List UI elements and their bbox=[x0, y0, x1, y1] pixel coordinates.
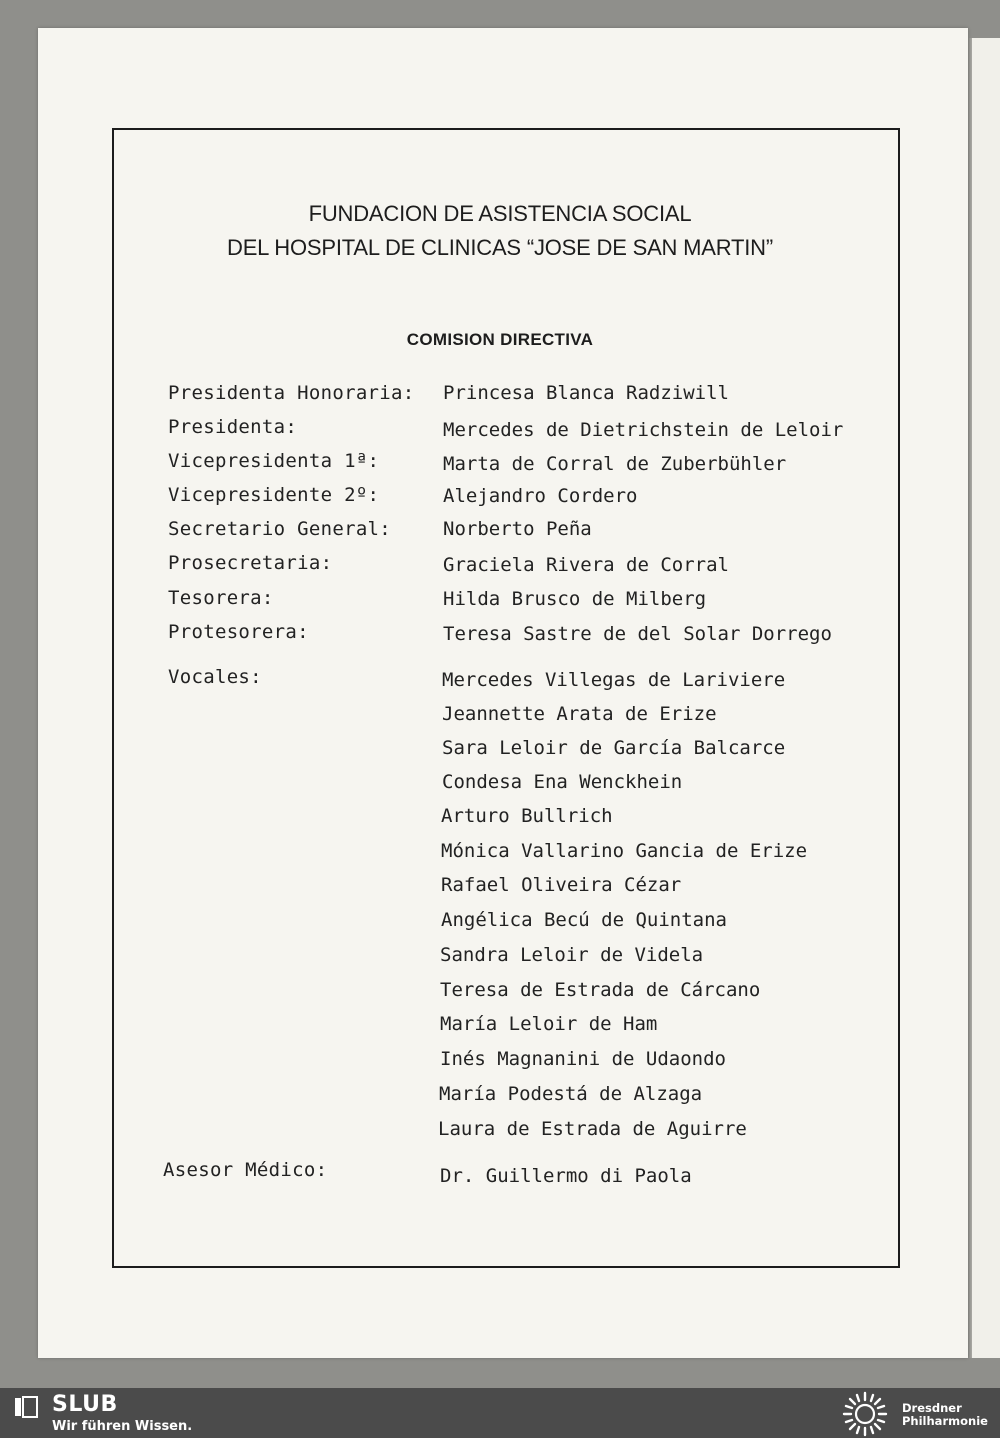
role-label: Protesorera: bbox=[168, 621, 309, 643]
role-label: Prosecretaria: bbox=[168, 552, 333, 574]
role-label: Presidenta Honoraria: bbox=[168, 382, 415, 404]
member-name: Hilda Brusco de Milberg bbox=[443, 588, 707, 610]
member-name: Mercedes de Dietrichstein de Leloir bbox=[443, 419, 844, 441]
vocal-name: Jeannette Arata de Erize bbox=[442, 703, 717, 725]
member-name: Teresa Sastre de del Solar Dorrego bbox=[443, 623, 832, 645]
philharmonie-wordmark bbox=[902, 1402, 988, 1428]
vocal-name: Sara Leloir de García Balcarce bbox=[442, 737, 786, 759]
role-label: Tesorera: bbox=[168, 587, 274, 609]
member-name: Alejandro Cordero bbox=[443, 485, 638, 507]
vocal-name: Condesa Ena Wenckhein bbox=[442, 771, 683, 793]
philharmonie-logo-icon bbox=[842, 1391, 888, 1437]
vocal-name: Laura de Estrada de Aguirre bbox=[438, 1118, 747, 1140]
member-name: Princesa Blanca Radziwill bbox=[443, 382, 729, 404]
role-label: Vicepresidenta 1ª: bbox=[168, 450, 380, 472]
member-name: Graciela Rivera de Corral bbox=[443, 554, 729, 576]
vocal-name: Rafael Oliveira Cézar bbox=[441, 874, 682, 896]
vocales-label: Vocales: bbox=[168, 666, 262, 688]
advisor-name: Dr. Guillermo di Paola bbox=[440, 1165, 692, 1187]
vocal-name: Mónica Vallarino Gancia de Erize bbox=[441, 840, 808, 862]
vocal-name: Angélica Becú de Quintana bbox=[441, 909, 727, 931]
philharmonie-line1: Dresdner bbox=[902, 1401, 962, 1415]
role-label: Secretario General: bbox=[168, 518, 392, 540]
vocal-name: Mercedes Villegas de Lariviere bbox=[442, 669, 786, 691]
footer-bar bbox=[0, 1388, 1000, 1438]
member-name: Norberto Peña bbox=[443, 518, 592, 540]
philharmonie-line2: Philharmonie bbox=[902, 1414, 988, 1428]
vocal-name: Inés Magnanini de Udaondo bbox=[440, 1048, 726, 1070]
member-name: Marta de Corral de Zuberbühler bbox=[443, 453, 787, 475]
section-title: COMISION DIRECTIVA bbox=[406, 330, 594, 349]
role-label: Vicepresidente 2º: bbox=[168, 484, 380, 506]
vocal-name: Sandra Leloir de Videla bbox=[440, 944, 704, 966]
slub-tagline: Wir führen Wissen. bbox=[52, 1419, 193, 1434]
vocal-name: María Leloir de Ham bbox=[440, 1013, 658, 1035]
advisor-label: Asesor Médico: bbox=[163, 1159, 328, 1181]
slub-logo-text: SLUB bbox=[52, 1392, 118, 1417]
book-icon bbox=[14, 1395, 38, 1419]
foundation-title-line2: DEL HOSPITAL DE CLINICAS “JOSE DE SAN MARTIN” bbox=[227, 235, 773, 260]
foundation-title-line1: FUNDACION DE ASISTENCIA SOCIAL bbox=[308, 201, 692, 226]
vocal-name: Teresa de Estrada de Cárcano bbox=[440, 979, 761, 1001]
role-label: Presidenta: bbox=[168, 416, 298, 438]
vocal-name: María Podestá de Alzaga bbox=[439, 1083, 703, 1105]
vocal-name: Arturo Bullrich bbox=[441, 805, 613, 827]
